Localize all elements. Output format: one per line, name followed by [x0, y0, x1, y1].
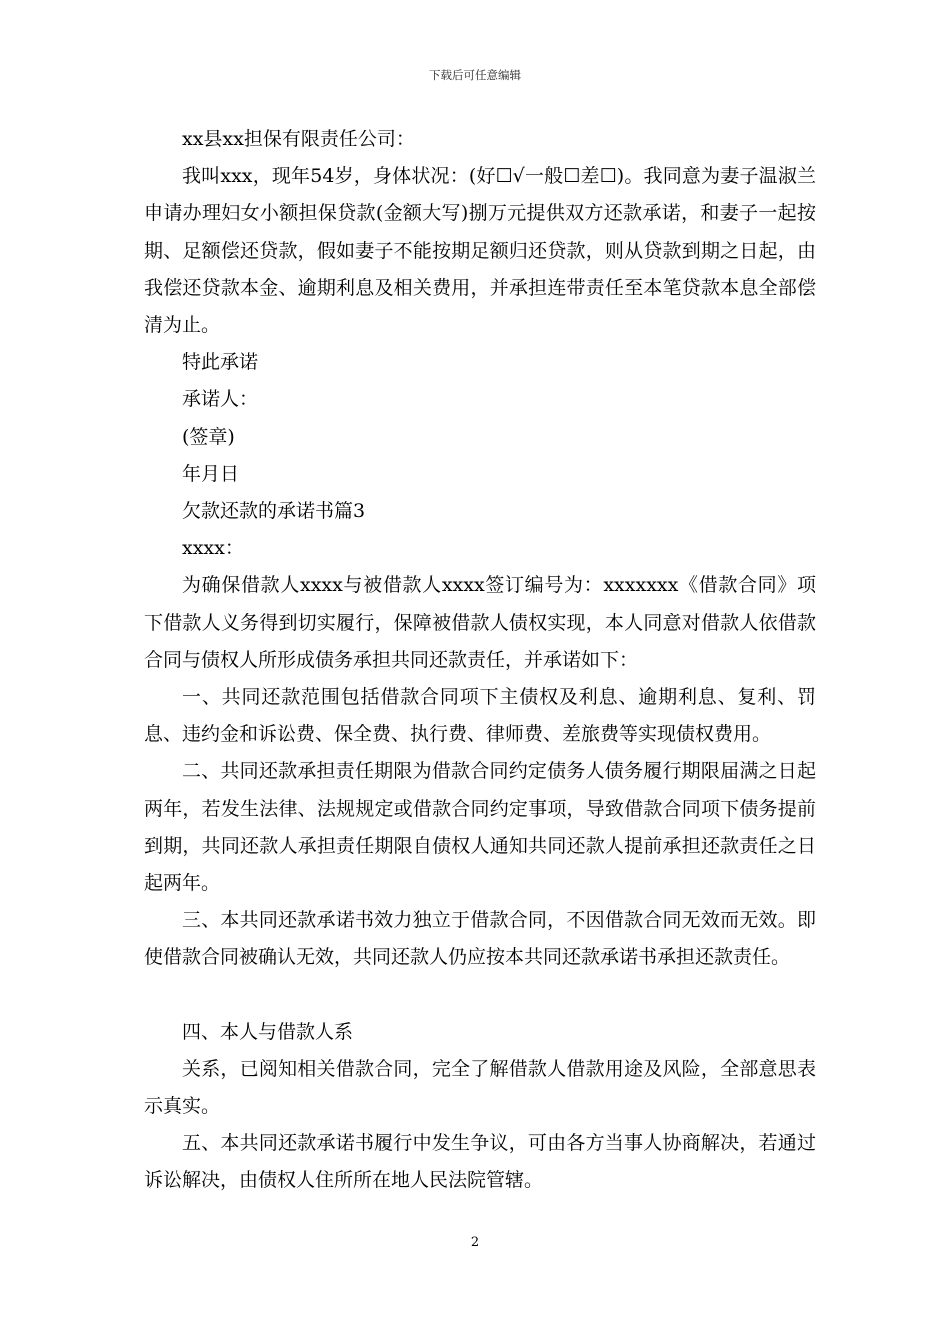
document-body — [144, 121, 816, 1200]
paragraph: 我叫xxx，现年54岁，身体状况：(好☐√一般☐差☐)。我同意为妻子温淑兰申请办理妇女小额担保贷款(金额大写)捌万元提供双方还款承诺，和妻子一起按期、足额偿还贷款，假如妻子不能按期足额归还贷款，则从贷款到期之日起，由我偿还贷款本金、逾期利息及相关费用，并承担连带责任至本笔贷款本息全部偿清为止。 — [144, 165, 816, 337]
section-title: 欠款还款的承诺书篇3 — [182, 500, 366, 523]
paragraph: 为确保借款人xxxx与被借款人xxxx签订编号为：xxxxxxx《借款合同》项下借款人义务得到切实履行，保障被借款人债权实现，本人同意对借款人依借款合同与债权人所形成债务承担共同还款责任，并承诺如下： — [144, 574, 816, 671]
signer-label: 承诺人： — [182, 388, 259, 411]
paragraph: 关系，已阅知相关借款合同，完全了解借款人借款用途及风险，全部意思表示真实。 — [144, 1057, 816, 1118]
clause-3: 三、本共同还款承诺书效力独立于借款合同，不因借款合同无效而无效。即使借款合同被确认无效，共同还款人仍应按本共同还款承诺书承担还款责任。 — [144, 909, 816, 969]
date-label: 年月日 — [182, 462, 240, 485]
closing-phrase: 特此承诺 — [182, 351, 259, 374]
clause-5: 五、本共同还款承诺书履行中发生争议，可由各方当事人协商解决，若通过诉讼解决，由债权人住所所在地人民法院管辖。 — [144, 1132, 816, 1192]
page-header: 下载后可任意编辑 — [429, 68, 521, 82]
page-number: 2 — [470, 1235, 480, 1250]
clause-2: 二、共同还款承担责任期限为借款合同约定债务人债务履行期限届满之日起两年，若发生法律、法规规定或借款合同约定事项，导致借款合同项下债务提前到期，共同还款人承担责任期限自债权人通知共同还款人提前承担还款责任之日起两年。 — [144, 760, 816, 895]
seal-label: (签章) — [182, 425, 235, 448]
clause-1: 一、共同还款范围包括借款合同项下主债权及利息、逾期利息、复利、罚息、违约金和诉讼费、保全费、执行费、律师费、差旅费等实现债权费用。 — [144, 686, 816, 746]
clause-4: 四、本人与借款人系 — [182, 1020, 354, 1043]
addressee: xx县xx担保有限责任公司： — [182, 128, 415, 150]
addressee: xxxx： — [182, 537, 244, 560]
